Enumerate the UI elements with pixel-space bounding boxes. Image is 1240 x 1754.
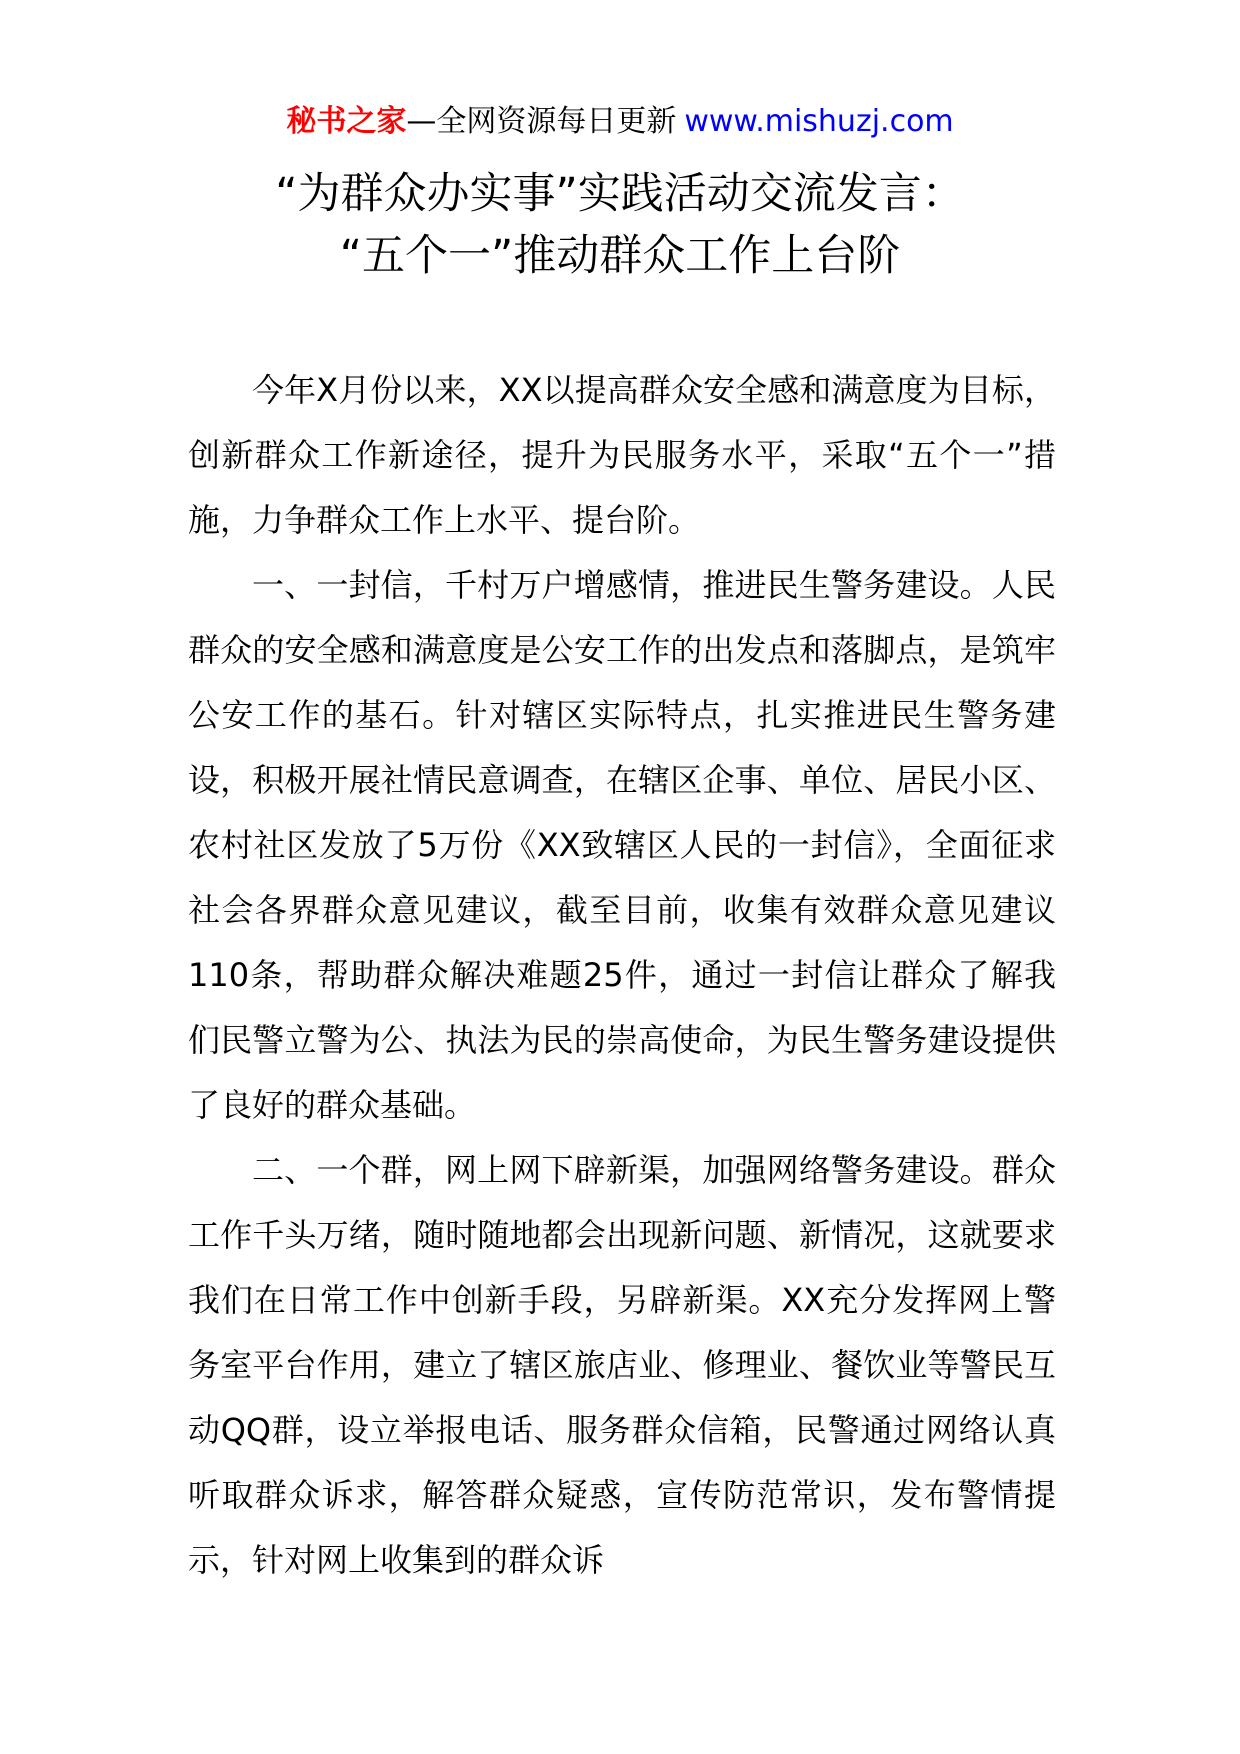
site-url-link[interactable]: www.mishuzj.com bbox=[684, 104, 954, 139]
document-title-line-1: “为群众办实事”实践活动交流发言： bbox=[275, 169, 965, 219]
watermark-header bbox=[0, 100, 1240, 144]
brand-name: 秘书之家 bbox=[286, 104, 407, 139]
header-tagline: —全网资源每日更新 bbox=[406, 104, 677, 139]
section-two-paragraph: 二、一个群，网上网下辟新渠，加强网络警务建设。群众工作千头万绪，随时随地都会出现新问题、新情况，这就要求我们在日常工作中创新手段，另辟新渠。XX充分发挥网上警务室平台作用，建立了辖区旅店业、修理业、餐饮业等警民互动QQ群，设立举报电话、服务群众信箱，民警通过网络认真听取群众诉求，解答群众疑惑，宣传防范常识，发布警情提示，针对网上收集到的群众诉 bbox=[188, 1151, 1056, 1579]
document-title-line-2: “五个一”推动群众工作上台阶 bbox=[339, 231, 901, 281]
section-one-paragraph: 一、一封信，千村万户增感情，推进民生警务建设。人民群众的安全感和满意度是公安工作的出发点和落脚点，是筑牢公安工作的基石。针对辖区实际特点，扎实推进民生警务建设，积极开展社情民意调查，在辖区企事、单位、居民小区、农村社区发放了5万份《XX致辖区人民的一封信》，全面征求社会各界群众意见建议，截至目前，收集有效群众意见建议110条，帮助群众解决难题25件，通过一封信让群众了解我们民警立警为公、执法为民的崇高使命，为民生警务建设提供了良好的群众基础。 bbox=[188, 566, 1056, 1124]
document-body bbox=[188, 358, 1056, 1593]
intro-paragraph: 今年X月份以来，XX以提高群众安全感和满意度为目标，创新群众工作新途径，提升为民服务水平，采取“五个一”措施，力争群众工作上水平、提台阶。 bbox=[188, 371, 1056, 539]
